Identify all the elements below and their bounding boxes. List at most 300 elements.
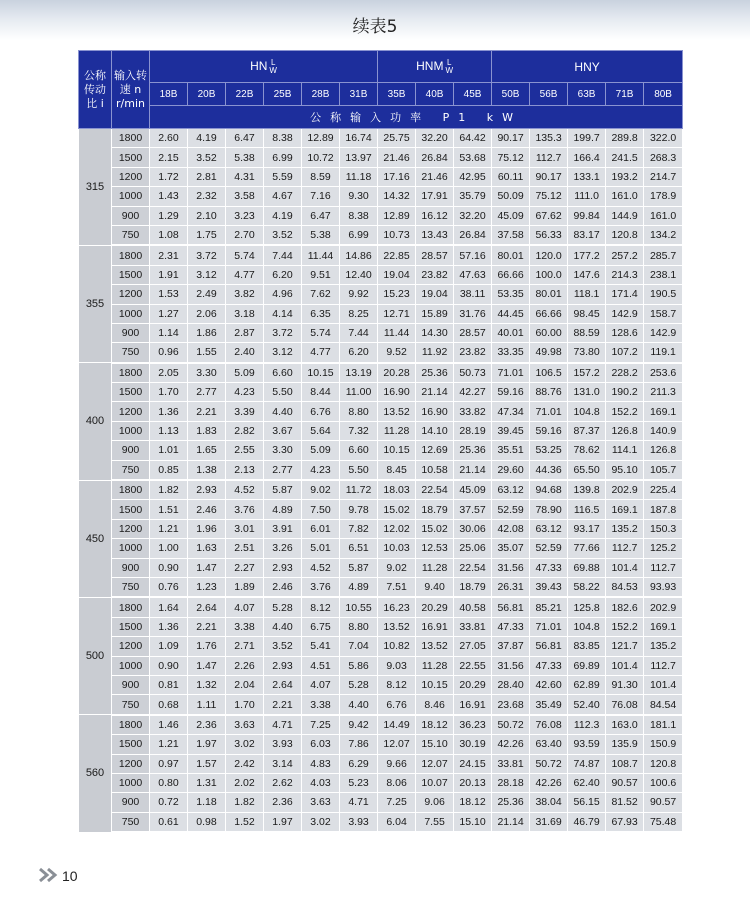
power-value-cell: 93.17 [568, 519, 606, 538]
power-value-cell: 2.21 [188, 617, 226, 636]
speed-cell: 1000 [112, 656, 150, 675]
power-value-cell: 6.60 [340, 441, 378, 460]
ratio-cell: 560 [79, 715, 112, 832]
power-value-cell: 1.27 [150, 304, 188, 323]
power-value-cell: 29.60 [492, 460, 530, 480]
power-value-cell: 42.60 [530, 675, 568, 694]
power-value-cell: 3.76 [302, 577, 340, 597]
power-value-cell: 2.26 [226, 656, 264, 675]
power-value-cell: 76.08 [530, 715, 568, 735]
power-value-cell: 7.50 [302, 500, 340, 519]
group-header-hny [492, 51, 683, 83]
speed-cell: 900 [112, 793, 150, 812]
power-value-cell: 10.03 [378, 539, 416, 558]
power-value-cell: 7.44 [340, 323, 378, 342]
power-value-cell: 147.6 [568, 265, 606, 284]
power-value-cell: 23.82 [416, 265, 454, 284]
power-value-cell: 9.78 [340, 500, 378, 519]
power-value-cell: 4.71 [340, 793, 378, 812]
power-value-cell: 3.76 [226, 500, 264, 519]
power-value-cell: 120.8 [606, 225, 644, 245]
power-value-cell: 1.70 [150, 383, 188, 402]
power-value-cell: 150.3 [644, 519, 683, 538]
power-value-cell: 0.97 [150, 754, 188, 773]
power-value-cell: 80.01 [492, 245, 530, 265]
power-value-cell: 4.77 [302, 343, 340, 363]
power-value-cell: 3.12 [188, 265, 226, 284]
model-header: 25B [264, 83, 302, 106]
power-value-cell: 39.43 [530, 577, 568, 597]
power-value-cell: 65.50 [568, 460, 606, 480]
power-value-cell: 0.96 [150, 343, 188, 363]
power-value-cell: 23.82 [454, 343, 492, 363]
power-value-cell: 1.72 [150, 167, 188, 186]
power-value-cell: 23.68 [492, 695, 530, 715]
power-value-cell: 120.0 [530, 245, 568, 265]
power-value-cell: 78.62 [568, 441, 606, 460]
power-value-cell: 152.2 [606, 617, 644, 636]
power-value-cell: 2.36 [264, 793, 302, 812]
power-value-cell: 32.20 [454, 206, 492, 225]
power-value-cell: 131.0 [568, 383, 606, 402]
power-value-cell: 25.36 [454, 441, 492, 460]
power-value-cell: 19.04 [378, 265, 416, 284]
power-value-cell: 50.09 [492, 187, 530, 206]
power-value-cell: 13.52 [378, 402, 416, 421]
power-value-cell: 126.8 [606, 421, 644, 440]
power-value-cell: 21.46 [378, 148, 416, 167]
model-header: 80B [644, 83, 683, 106]
power-value-cell: 5.38 [226, 148, 264, 167]
power-value-cell: 1.00 [150, 539, 188, 558]
power-value-cell: 4.19 [264, 206, 302, 225]
power-value-cell: 21.46 [416, 167, 454, 186]
power-value-cell: 112.3 [568, 715, 606, 735]
speed-cell: 1500 [112, 617, 150, 636]
power-value-cell: 1.51 [150, 500, 188, 519]
power-value-cell: 0.76 [150, 577, 188, 597]
table-row [79, 773, 683, 792]
power-value-cell: 22.54 [454, 558, 492, 577]
power-value-cell: 163.0 [606, 715, 644, 735]
power-value-cell: 60.00 [530, 323, 568, 342]
power-value-cell: 69.89 [568, 656, 606, 675]
speed-cell: 1800 [112, 597, 150, 617]
power-value-cell: 28.40 [492, 675, 530, 694]
power-value-cell: 253.6 [644, 363, 683, 383]
power-value-cell: 10.15 [378, 441, 416, 460]
power-value-cell: 1.64 [150, 597, 188, 617]
power-value-cell: 5.41 [302, 637, 340, 656]
power-value-cell: 57.16 [454, 245, 492, 265]
power-value-cell: 4.40 [264, 617, 302, 636]
power-value-cell: 3.01 [226, 519, 264, 538]
power-value-cell: 199.7 [568, 129, 606, 148]
power-value-cell: 88.59 [568, 323, 606, 342]
power-value-cell: 150.9 [644, 735, 683, 754]
power-value-cell: 53.25 [530, 441, 568, 460]
power-value-cell: 22.85 [378, 245, 416, 265]
power-value-cell: 2.32 [188, 187, 226, 206]
power-value-cell: 16.90 [416, 402, 454, 421]
table-row [79, 735, 683, 754]
power-value-cell: 63.12 [530, 519, 568, 538]
speed-cell: 750 [112, 812, 150, 832]
power-value-cell: 3.38 [226, 617, 264, 636]
power-value-cell: 88.76 [530, 383, 568, 402]
power-value-cell: 2.64 [264, 675, 302, 694]
power-value-cell: 10.73 [378, 225, 416, 245]
power-value-cell: 4.23 [226, 383, 264, 402]
power-value-cell: 1.47 [188, 656, 226, 675]
power-value-cell: 90.57 [644, 793, 683, 812]
power-value-cell: 142.9 [606, 304, 644, 323]
double-chevron-right-icon [38, 867, 60, 883]
power-value-cell: 21.14 [416, 383, 454, 402]
power-value-cell: 5.09 [302, 441, 340, 460]
power-value-cell: 1.21 [150, 735, 188, 754]
power-value-cell: 7.51 [378, 577, 416, 597]
power-value-cell: 2.36 [188, 715, 226, 735]
power-value-cell: 2.06 [188, 304, 226, 323]
power-value-cell: 71.01 [492, 363, 530, 383]
power-value-cell: 114.1 [606, 441, 644, 460]
power-value-cell: 2.21 [188, 402, 226, 421]
power-value-cell: 5.50 [340, 460, 378, 480]
power-value-cell: 2.77 [264, 460, 302, 480]
power-value-cell: 2.42 [226, 754, 264, 773]
power-value-cell: 32.20 [416, 129, 454, 148]
power-value-cell: 18.79 [416, 500, 454, 519]
power-value-cell: 14.32 [378, 187, 416, 206]
power-value-cell: 8.38 [340, 206, 378, 225]
power-value-cell: 7.82 [340, 519, 378, 538]
power-value-cell: 289.8 [606, 129, 644, 148]
power-value-cell: 2.81 [188, 167, 226, 186]
power-value-cell: 3.14 [264, 754, 302, 773]
power-value-cell: 18.12 [454, 793, 492, 812]
power-value-cell: 1.14 [150, 323, 188, 342]
power-value-cell: 2.49 [188, 285, 226, 304]
power-value-cell: 1.38 [188, 460, 226, 480]
power-value-cell: 75.48 [644, 812, 683, 832]
power-value-cell: 1.65 [188, 441, 226, 460]
power-value-cell: 5.38 [302, 225, 340, 245]
power-value-cell: 8.80 [340, 617, 378, 636]
power-value-cell: 152.2 [606, 402, 644, 421]
power-value-cell: 10.58 [416, 460, 454, 480]
table-row [79, 304, 683, 323]
power-value-cell: 35.49 [530, 695, 568, 715]
model-header: 20B [188, 83, 226, 106]
model-header: 56B [530, 83, 568, 106]
power-value-cell: 2.46 [264, 577, 302, 597]
power-value-cell: 16.23 [378, 597, 416, 617]
ratio-cell: 355 [79, 245, 112, 362]
speed-cell: 900 [112, 206, 150, 225]
speed-cell: 1000 [112, 539, 150, 558]
power-value-cell: 2.21 [264, 695, 302, 715]
power-value-cell: 4.67 [264, 187, 302, 206]
group-name: HNM [416, 58, 444, 73]
power-value-cell: 139.8 [568, 480, 606, 500]
power-value-cell: 35.51 [492, 441, 530, 460]
power-value-cell: 3.30 [264, 441, 302, 460]
power-value-cell: 18.03 [378, 480, 416, 500]
table-row [79, 421, 683, 440]
power-value-cell: 11.92 [416, 343, 454, 363]
power-value-cell: 0.61 [150, 812, 188, 832]
power-value-cell: 166.4 [568, 148, 606, 167]
table-row [79, 558, 683, 577]
power-value-cell: 10.82 [378, 637, 416, 656]
power-value-cell: 6.76 [302, 402, 340, 421]
power-value-cell: 11.28 [416, 656, 454, 675]
power-value-cell: 12.89 [302, 129, 340, 148]
power-value-cell: 21.14 [492, 812, 530, 832]
power-value-cell: 45.09 [454, 480, 492, 500]
power-value-cell: 9.92 [340, 285, 378, 304]
power-value-cell: 12.71 [378, 304, 416, 323]
power-value-cell: 9.03 [378, 656, 416, 675]
power-value-cell: 53.68 [454, 148, 492, 167]
power-value-cell: 5.74 [302, 323, 340, 342]
power-value-cell: 13.52 [416, 637, 454, 656]
power-value-cell: 101.4 [606, 656, 644, 675]
table-row [79, 245, 683, 265]
power-value-cell: 9.42 [340, 715, 378, 735]
group-sub-top: L [447, 57, 452, 67]
power-value-cell: 93.59 [568, 735, 606, 754]
power-value-cell: 1.13 [150, 421, 188, 440]
power-value-cell: 4.51 [302, 656, 340, 675]
power-value-cell: 56.15 [568, 793, 606, 812]
power-value-cell: 6.51 [340, 539, 378, 558]
power-value-cell: 18.79 [454, 577, 492, 597]
power-value-cell: 214.7 [644, 167, 683, 186]
power-value-cell: 9.02 [378, 558, 416, 577]
power-value-cell: 11.44 [302, 245, 340, 265]
table-row [79, 637, 683, 656]
power-value-cell: 190.2 [606, 383, 644, 402]
power-value-cell: 45.09 [492, 206, 530, 225]
power-value-cell: 4.07 [226, 597, 264, 617]
power-value-cell: 134.2 [644, 225, 683, 245]
power-value-cell: 49.98 [530, 343, 568, 363]
table-row [79, 715, 683, 735]
power-value-cell: 4.31 [226, 167, 264, 186]
power-value-cell: 5.28 [340, 675, 378, 694]
power-value-cell: 1.82 [150, 480, 188, 500]
power-value-cell: 9.06 [416, 793, 454, 812]
speed-cell: 1800 [112, 715, 150, 735]
power-value-cell: 3.52 [264, 225, 302, 245]
power-value-cell: 106.5 [530, 363, 568, 383]
page-number: 10 [62, 868, 78, 884]
power-value-cell: 211.3 [644, 383, 683, 402]
power-header-label: 公称输入功率 P1 kW [310, 111, 522, 124]
power-value-cell: 1.36 [150, 617, 188, 636]
power-value-cell: 3.63 [302, 793, 340, 812]
power-value-cell: 228.2 [606, 363, 644, 383]
power-value-cell: 59.16 [530, 421, 568, 440]
power-value-cell: 83.17 [568, 225, 606, 245]
power-value-cell: 3.02 [226, 735, 264, 754]
power-value-cell: 4.89 [264, 500, 302, 519]
power-value-cell: 56.81 [492, 597, 530, 617]
power-value-cell: 1.31 [188, 773, 226, 792]
power-value-cell: 59.16 [492, 383, 530, 402]
power-value-cell: 4.23 [302, 460, 340, 480]
power-value-cell: 42.26 [492, 735, 530, 754]
power-value-cell: 1.97 [188, 735, 226, 754]
power-value-cell: 42.08 [492, 519, 530, 538]
ratio-header [79, 51, 112, 129]
power-value-cell: 6.01 [302, 519, 340, 538]
power-value-cell: 38.11 [454, 285, 492, 304]
power-value-cell: 10.55 [340, 597, 378, 617]
speed-header-label: 输入转 速 n r/min [114, 68, 147, 110]
power-value-cell: 75.12 [492, 148, 530, 167]
power-value-cell: 7.44 [264, 245, 302, 265]
power-value-cell: 0.98 [188, 812, 226, 832]
power-value-cell: 8.44 [302, 383, 340, 402]
power-value-cell: 33.81 [492, 754, 530, 773]
speed-cell: 750 [112, 577, 150, 597]
power-value-cell: 2.27 [226, 558, 264, 577]
speed-cell: 1200 [112, 285, 150, 304]
table-row [79, 187, 683, 206]
power-value-cell: 0.68 [150, 695, 188, 715]
power-value-cell: 47.33 [530, 558, 568, 577]
power-value-cell: 0.81 [150, 675, 188, 694]
power-value-cell: 1.75 [188, 225, 226, 245]
power-value-cell: 5.64 [302, 421, 340, 440]
power-value-cell: 67.93 [606, 812, 644, 832]
power-value-cell: 1.53 [150, 285, 188, 304]
power-value-cell: 125.2 [644, 539, 683, 558]
power-value-cell: 171.4 [606, 285, 644, 304]
power-value-cell: 3.52 [188, 148, 226, 167]
power-value-cell: 16.91 [454, 695, 492, 715]
ratio-cell: 315 [79, 129, 112, 246]
power-value-cell: 1.08 [150, 225, 188, 245]
power-value-cell: 13.43 [416, 225, 454, 245]
power-value-cell: 64.42 [454, 129, 492, 148]
power-value-cell: 101.4 [644, 675, 683, 694]
power-value-cell: 4.83 [302, 754, 340, 773]
power-value-cell: 4.40 [340, 695, 378, 715]
power-value-cell: 4.03 [302, 773, 340, 792]
power-value-cell: 7.62 [302, 285, 340, 304]
power-value-cell: 11.44 [378, 323, 416, 342]
power-value-cell: 2.31 [150, 245, 188, 265]
power-value-cell: 3.72 [264, 323, 302, 342]
power-value-cell: 2.13 [226, 460, 264, 480]
power-value-cell: 2.15 [150, 148, 188, 167]
power-value-cell: 24.15 [454, 754, 492, 773]
power-value-cell: 1.18 [188, 793, 226, 812]
power-value-cell: 268.3 [644, 148, 683, 167]
power-value-cell: 31.56 [492, 656, 530, 675]
power-value-cell: 30.19 [454, 735, 492, 754]
power-value-cell: 53.35 [492, 285, 530, 304]
power-value-cell: 133.1 [568, 167, 606, 186]
power-value-cell: 10.72 [302, 148, 340, 167]
power-value-cell: 4.52 [302, 558, 340, 577]
power-value-cell: 13.19 [340, 363, 378, 383]
power-value-cell: 116.5 [568, 500, 606, 519]
power-value-cell: 3.39 [226, 402, 264, 421]
power-value-cell: 93.93 [644, 577, 683, 597]
power-value-cell: 28.57 [416, 245, 454, 265]
power-value-cell: 15.10 [454, 812, 492, 832]
power-value-cell: 71.01 [530, 402, 568, 421]
power-value-cell: 120.8 [644, 754, 683, 773]
power-value-cell: 3.12 [264, 343, 302, 363]
power-value-cell: 56.33 [530, 225, 568, 245]
power-value-cell: 20.13 [454, 773, 492, 792]
power-value-cell: 75.12 [530, 187, 568, 206]
power-value-cell: 8.12 [302, 597, 340, 617]
power-value-cell: 16.12 [416, 206, 454, 225]
power-value-cell: 71.01 [530, 617, 568, 636]
power-value-cell: 112.7 [644, 656, 683, 675]
power-value-cell: 4.71 [264, 715, 302, 735]
table-row [79, 617, 683, 636]
power-value-cell: 25.36 [416, 363, 454, 383]
power-value-cell: 135.2 [606, 519, 644, 538]
speed-cell: 1000 [112, 187, 150, 206]
power-value-cell: 3.93 [264, 735, 302, 754]
power-value-cell: 3.58 [226, 187, 264, 206]
table-row [79, 323, 683, 342]
power-value-cell: 0.80 [150, 773, 188, 792]
power-value-cell: 161.0 [644, 206, 683, 225]
power-value-cell: 6.99 [264, 148, 302, 167]
model-header: 28B [302, 83, 340, 106]
table-row [79, 656, 683, 675]
power-value-cell: 1.46 [150, 715, 188, 735]
table-row [79, 148, 683, 167]
speed-cell: 1000 [112, 773, 150, 792]
power-value-cell: 26.84 [416, 148, 454, 167]
power-value-cell: 135.3 [530, 129, 568, 148]
power-value-cell: 6.04 [378, 812, 416, 832]
power-value-cell: 6.03 [302, 735, 340, 754]
power-value-cell: 1.86 [188, 323, 226, 342]
power-value-cell: 190.5 [644, 285, 683, 304]
power-value-cell: 8.59 [302, 167, 340, 186]
power-value-cell: 1.70 [226, 695, 264, 715]
power-value-cell: 3.52 [264, 637, 302, 656]
power-value-cell: 104.8 [568, 617, 606, 636]
power-value-cell: 177.2 [568, 245, 606, 265]
power-value-cell: 12.02 [378, 519, 416, 538]
power-value-cell: 8.06 [378, 773, 416, 792]
power-value-cell: 1.91 [150, 265, 188, 284]
power-value-cell: 95.10 [606, 460, 644, 480]
power-value-cell: 33.81 [454, 617, 492, 636]
power-value-cell: 1.57 [188, 754, 226, 773]
table-row [79, 480, 683, 500]
table-row [79, 577, 683, 597]
power-value-cell: 20.29 [454, 675, 492, 694]
power-value-cell: 7.32 [340, 421, 378, 440]
power-value-cell: 4.14 [264, 304, 302, 323]
power-value-cell: 60.11 [492, 167, 530, 186]
model-header: 50B [492, 83, 530, 106]
